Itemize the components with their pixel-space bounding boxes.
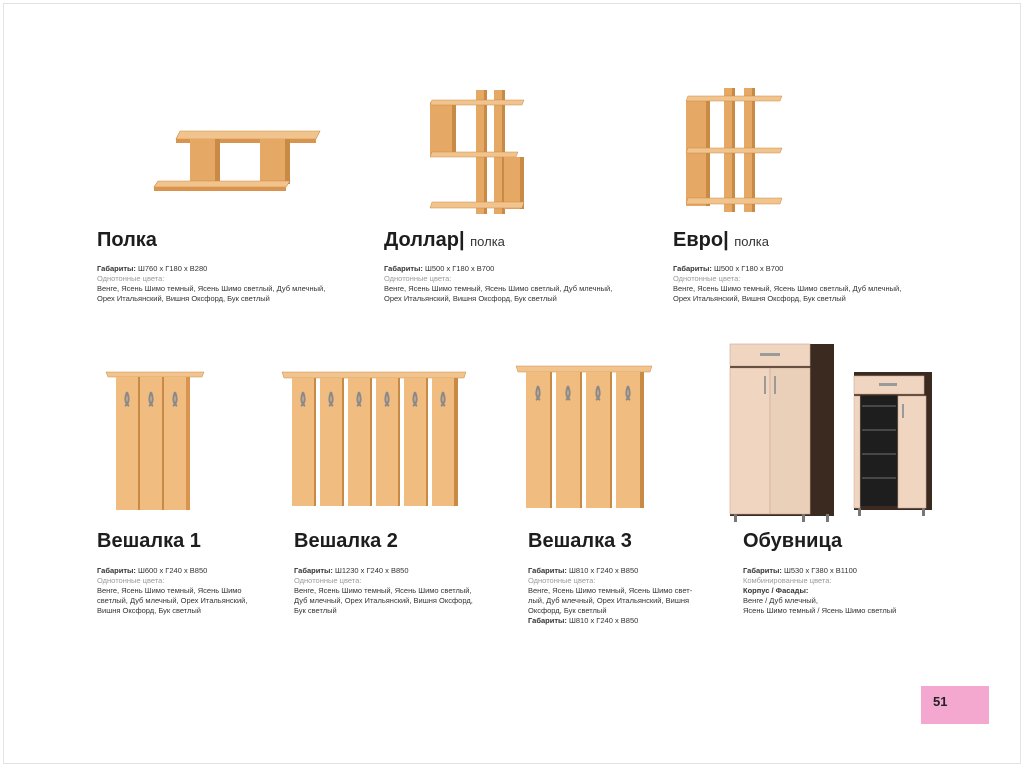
dollar-title: Доллар| полка: [384, 229, 505, 251]
hanger-2-image: [280, 370, 468, 510]
polka-spec: Габариты: Ш760 х Г180 х В280 Однотонные цвета: Венге, Ясень Шимо темный, Ясень Шимо светлый, Дуб млечный, Орех Итальянский, Вишня Оксфорд, Бук светлый: [97, 264, 326, 303]
hanger-1-title: Вешалка 1: [97, 530, 201, 552]
shoe-cabinet-image: [726, 340, 938, 526]
euro-shelf-image: [684, 86, 784, 216]
hanger-2-title: Вешалка 2: [294, 530, 398, 552]
hanger-3-image: [514, 364, 654, 512]
page-number-badge: 51: [921, 686, 989, 724]
hanger-2-spec: Габариты: Ш1230 х Г240 х В850 Однотонные цвета: Венге, Ясень Шимо темный, Ясень Шимо светлый, Дуб млечный, Орех Итальянский, Вишня Оксфорд, Бук светлый: [294, 566, 473, 615]
euro-title: Евро| полка: [673, 229, 770, 251]
shoe-cabinet-spec: Габариты: Ш530 х Г380 х В1100 Комбинированные цвета: Корпус / Фасады: Венге / Дуб млечный, Ясень Шимо темный / Ясень Шимо светлый: [743, 566, 897, 615]
polka-image: [150, 125, 325, 195]
shoe-cabinet-title: Обувница: [743, 530, 843, 552]
hanger-1-image: [104, 370, 206, 512]
dollar-spec: Габариты: Ш500 х Г180 х В700 Однотонные цвета: Венге, Ясень Шимо темный, Ясень Шимо светлый, Дуб млечный, Орех Итальянский, Вишня Оксфорд, Бук светлый: [384, 264, 613, 303]
hanger-1-spec: Габариты: Ш600 х Г240 х В850 Однотонные цвета: Венге, Ясень Шимо темный, Ясень Шимо светлый, Дуб млечный, Орех Итальянский, Вишня Оксфорд, Бук светлый: [97, 566, 248, 615]
dollar-shelf-image: [428, 88, 528, 218]
polka-title: Полка: [97, 229, 157, 251]
hanger-3-title: Вешалка 3: [528, 530, 632, 552]
hanger-3-spec: Габариты: Ш810 х Г240 х В850 Однотонные цвета: Венге, Ясень Шимо темный, Ясень Шимо свет- лый, Дуб млечный, Орех Итальянский, Вишня Оксфорд, Бук светлый Габариты: Ш810 х Г240 х В850: [528, 566, 693, 625]
euro-spec: Габариты: Ш500 х Г180 х В700 Однотонные цвета: Венге, Ясень Шимо темный, Ясень Шимо светлый, Дуб млечный, Орех Итальянский, Вишня Оксфорд, Бук светлый: [673, 264, 902, 303]
